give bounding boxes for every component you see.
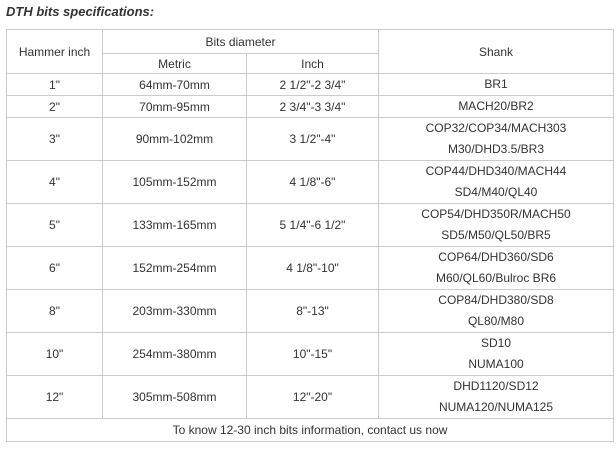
shank-line: COP44/DHD340/MACH44 (425, 164, 567, 178)
shank-cell (379, 74, 614, 96)
hammer-cell: 5" (7, 204, 103, 247)
table-row (7, 74, 614, 96)
shank-cell (379, 333, 614, 376)
hammer-cell: 12" (7, 376, 103, 419)
shank-line: NUMA120/NUMA125 (438, 400, 554, 414)
page-heading: DTH bits specifications: (6, 4, 155, 19)
table-row (7, 290, 614, 333)
inch-cell: 10"-15" (247, 333, 379, 376)
shank-line: QL80/M80 (467, 314, 525, 328)
shank-line: BR1 (484, 77, 508, 91)
metric-cell: 105mm-152mm (103, 161, 247, 204)
metric-cell: 254mm-380mm (103, 333, 247, 376)
hammer-cell: 4" (7, 161, 103, 204)
table-row (7, 247, 614, 290)
hammer-cell: 2" (7, 96, 103, 118)
dth-bits-specs-table (6, 29, 614, 442)
metric-cell: 64mm-70mm (103, 74, 247, 96)
shank-line: SD10 (480, 336, 512, 350)
inch-cell: 12"-20" (247, 376, 379, 419)
shank-line: DHD1120/SD12 (453, 379, 539, 393)
shank-line: COP84/DHD380/SD8 (438, 293, 554, 307)
header-metric: Metric (103, 54, 247, 74)
shank-line: M60/QL60/Bulroc BR6 (435, 271, 557, 285)
metric-cell: 305mm-508mm (103, 376, 247, 419)
shank-line: COP54/DHD350R/MACH50 (421, 207, 571, 221)
metric-cell: 70mm-95mm (103, 96, 247, 118)
shank-line: SD5/M50/QL50/BR5 (441, 228, 551, 242)
shank-cell (379, 118, 614, 161)
inch-cell: 2 3/4"-3 3/4" (247, 96, 379, 118)
metric-cell: 203mm-330mm (103, 290, 247, 333)
metric-cell: 90mm-102mm (103, 118, 247, 161)
header-shank: Shank (379, 30, 614, 74)
metric-cell: 152mm-254mm (103, 247, 247, 290)
shank-cell (379, 204, 614, 247)
table-row (7, 96, 614, 118)
table-row (7, 118, 614, 161)
hammer-cell: 6" (7, 247, 103, 290)
metric-cell: 133mm-165mm (103, 204, 247, 247)
table-row (7, 333, 614, 376)
shank-line: MACH20/BR2 (458, 99, 534, 113)
shank-cell (379, 96, 614, 118)
inch-cell: 8"-13" (247, 290, 379, 333)
hammer-cell: 8" (7, 290, 103, 333)
table-row (7, 204, 614, 247)
hammer-cell: 3" (7, 118, 103, 161)
shank-cell (379, 290, 614, 333)
shank-line: SD4/M40/QL40 (454, 185, 538, 199)
hammer-cell: 1" (7, 74, 103, 96)
hammer-cell: 10" (7, 333, 103, 376)
inch-cell: 5 1/4"-6 1/2" (247, 204, 379, 247)
table-footer-row (7, 419, 614, 442)
shank-line: NUMA100 (468, 357, 524, 371)
shank-cell (379, 376, 614, 419)
contact-note[interactable]: To know 12-30 inch bits information, contact us now (7, 419, 614, 442)
inch-cell: 4 1/8"-6" (247, 161, 379, 204)
shank-line: COP64/DHD360/SD6 (438, 250, 554, 264)
table-row (7, 161, 614, 204)
shank-cell (379, 161, 614, 204)
shank-line: M30/DHD3.5/BR3 (447, 142, 545, 156)
header-hammer-inch: Hammer inch (7, 30, 103, 74)
shank-line: COP32/COP34/MACH303 (425, 121, 567, 135)
header-bits-diameter: Bits diameter (103, 30, 379, 54)
table-row (7, 376, 614, 419)
inch-cell: 4 1/8"-10" (247, 247, 379, 290)
shank-cell (379, 247, 614, 290)
inch-cell: 2 1/2"-2 3/4" (247, 74, 379, 96)
inch-cell: 3 1/2"-4" (247, 118, 379, 161)
header-inch: Inch (247, 54, 379, 74)
